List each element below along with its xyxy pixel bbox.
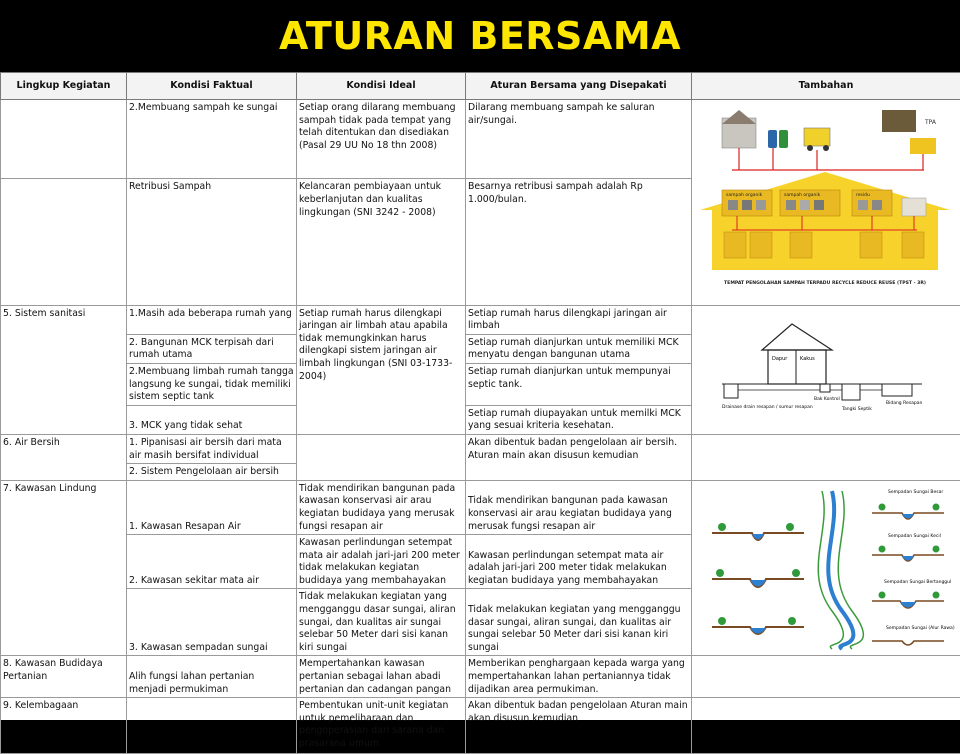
tpst-caption: TEMPAT PENGOLAHAN SAMPAH TERPADU RECYCLE REDUCE REUSE (TPST - 3R) [724,280,926,286]
photo-thumb [814,200,824,210]
cell-lingkup-empty [1,179,127,305]
header-lingkup: Lingkup Kegiatan [1,73,127,100]
photo-thumb [902,198,926,216]
page-title: ATURAN BERSAMA [279,14,681,58]
tree-icon [933,503,940,510]
header-faktual: Kondisi Faktual [127,73,297,100]
cell-faktual: 1. Kawasan Resapan Air [127,480,297,534]
resapan-pit [724,384,738,398]
cell-ideal-empty [297,434,466,480]
header-row [1,73,960,100]
tree-icon [718,523,726,531]
river-label: Sempadan Sungai (Alur Rawa) [886,625,955,631]
tpa-label: TPA [924,119,937,126]
cell-aturan: Tidak melakukan kegiatan yang mengganggu dasar sungai, aliran sungai, dan kualitas air sungai selebar 50 Meter dari sisi kanan kiri sungai [466,589,692,656]
cell-faktual: 2.Membuang limbah rumah tangga langsung ke sungai, tidak memiliki sistem septic tank [127,363,297,405]
rules-table [0,72,960,754]
photo-thumb [756,200,766,210]
river-label: Sempadan Sungai Bertanggul [884,579,951,585]
bidang-resapan [882,384,912,396]
cell-faktual: 1. Pipanisasi air bersih dari mata air masih bersifat individual [127,434,297,463]
cell-aturan: Akan dibentuk badan pengelolaan Aturan main akan disusun kemudian [466,698,692,754]
wheel-icon [807,145,813,151]
output-box [860,232,882,258]
river-bank [818,491,843,649]
tree-icon [879,503,886,510]
cell-ideal: Kawasan perlindungan setempat mata air adalah jari-jari 200 meter tidak melakukan kegiatan budidaya yang membahayakan [297,535,466,589]
cell-lingkup: 9. Kelembagaan [1,698,127,754]
table-row [1,305,960,334]
output-box [790,232,812,258]
photo-thumb [858,200,868,210]
cell-faktual: 3. Kawasan sempadan sungai [127,589,297,656]
cell-tambahan-empty [692,656,960,698]
table-row [1,480,960,534]
cell-faktual-empty [127,698,297,754]
cell-faktual: 1.Masih ada beberapa rumah yang [127,305,297,334]
cell-faktual: Retribusi Sampah [127,179,297,305]
title-bar [0,0,960,72]
table-row [1,698,960,754]
label-dapur: Dapur [772,356,788,362]
photo-thumb [786,200,796,210]
river-water [900,602,916,608]
cell-aturan: Setiap rumah dianjurkan untuk memiliki MCK menyatu dengan bangunan utama [466,334,692,363]
label-bidang-resapan: Bidang Resapan [886,400,922,406]
tree-icon [933,545,940,552]
cell-lingkup: 6. Air Bersih [1,434,127,480]
cell-aturan: Tidak mendirikan bangunan pada kawasan konservasi air arau kegiatan budidaya yang merusak fungsi resapan air [466,480,692,534]
river-water [752,534,764,540]
cell-faktual: 2. Kawasan sekitar mata air [127,535,297,589]
bin-icon [779,130,788,148]
truck-icon [910,138,936,154]
cell-faktual: Alih fungsi lahan pertanian menjadi permukiman [127,656,297,698]
house-roof-icon [762,324,832,350]
cell-ideal: Tidak mendirikan bangunan pada kawasan konservasi air arau kegiatan budidaya yang merusak fungsi resapan air [297,480,466,534]
river-label: Sempadan Sungai Besar [888,489,943,495]
output-box [724,232,746,258]
table-row [1,100,960,179]
cell-aturan: Setiap rumah dianjurkan untuk mempunyai septic tank. [466,363,692,405]
cell-faktual: 2.Membuang sampah ke sungai [127,100,297,179]
box-label: residu [856,192,870,198]
cell-aturan: Besarnya retribusi sampah adalah Rp 1.000/bulan. [466,179,692,305]
river-label: Sempadan Sungai Kecil [888,533,941,539]
cell-lingkup: 8. Kawasan Budidaya Pertanian [1,656,127,698]
cell-aturan: Kawasan perlindungan setempat mata air adalah jari-jari 200 meter tidak melakukan kegiatan budidaya yang membahayakan [466,535,692,589]
header-ideal: Kondisi Ideal [297,73,466,100]
septic-tank [842,384,860,400]
cell-waste-illustration [692,100,960,306]
cell-ideal: Kelancaran pembiayaan untuk keberlanjutan dan kualitas lingkungan (SNI 3242 - 2008) [297,179,466,305]
output-box [750,232,772,258]
cell-lingkup: 5. Sistem sanitasi [1,305,127,434]
tree-icon [879,545,886,552]
cell-ideal: Setiap orang dilarang membuang sampah tidak pada tempat yang telah ditentukan dan disediakan (Pasal 29 UU No 18 thn 2008) [297,100,466,179]
label-bak-kontrol: Bak Kontrol [814,396,840,402]
header-aturan: Aturan Bersama yang Disepakati [466,73,692,100]
cell-lingkup-empty [1,100,127,179]
bin-icon [768,130,777,148]
river-water [902,556,914,561]
river-section [872,641,944,645]
cell-aturan: Akan dibentuk badan pengelolaan air bersih. Aturan main akan disusun kemudian [466,434,692,480]
cell-tambahan-empty [692,698,960,754]
wheel-icon [823,145,829,151]
house-roof-icon [722,110,756,124]
cell-ideal: Mempertahankan kawasan pertanian sebagai lahan abadi pertanian dan cadangan pangan [297,656,466,698]
cell-sanitation-illustration [692,305,960,434]
cell-aturan: Setiap rumah diupayakan untuk memilki MCK yang sesuai kriteria kesehatan. [466,405,692,434]
river-water [750,580,766,587]
river-water [750,628,766,634]
cell-aturan: Dilarang membuang sampah ke saluran air/sungai. [466,100,692,179]
garbage-cart-icon [804,128,830,146]
river-water [902,514,914,519]
cell-ideal: Setiap rumah harus dilengkapi jaringan air limbah atau apabila tidak memungkinkan harus dilengkapi sistem jaringan air limbah lingkungan (SNI 03-1733-2004) [297,305,466,434]
waste-management-illustration [692,100,959,300]
cell-aturan: Memberikan penghargaan kepada warga yang mempertahankan lahan pertaniannya tidak dijadikan area permukiman. [466,656,692,698]
table-row [1,434,960,463]
cell-ideal: Pembentukan unit-unit kegiatan untuk pemeliharaan dan pengoperasian dari sarana dan prasarana umum [297,698,466,754]
tree-icon [879,591,886,598]
header-tambahan: Tambahan [692,73,960,100]
output-box [902,232,924,258]
tree-icon [718,617,726,625]
tree-icon [788,617,796,625]
box-label: sampah organik [784,192,821,198]
tree-icon [716,569,724,577]
sanitation-illustration [692,314,959,420]
cell-river-illustration [692,480,960,656]
cell-lingkup: 7. Kawasan Lindung [1,480,127,656]
river-buffer-illustration [692,481,959,651]
tree-icon [933,591,940,598]
cell-aturan: Setiap rumah harus dilengkapi jaringan air limbah [466,305,692,334]
cell-faktual: 2. Sistem Pengelolaan air bersih [127,464,297,481]
photo-thumb [742,200,752,210]
table-sheet [0,72,960,720]
flow-lines [732,148,924,170]
tree-icon [786,523,794,531]
table-row [1,656,960,698]
photo-thumb [800,200,810,210]
cell-faktual: 2. Bangunan MCK terpisah dari rumah utama [127,334,297,363]
cell-ideal: Tidak melakukan kegiatan yang mengganggu dasar sungai, aliran sungai, dan kualitas air sungai selebar 50 Meter dari sisi kanan kiri sungai [297,589,466,656]
tree-icon [792,569,800,577]
label-kakus: Kakus [800,356,815,362]
photo-thumb [872,200,882,210]
label-drainase: Drainase drain resapan / sumur resapan [722,404,813,410]
cell-faktual: 3. MCK yang tidak sehat [127,405,297,434]
bak-kontrol [820,384,830,392]
tpa-photo [882,110,916,132]
label-tangki-septik: Tangki Septik [841,406,872,412]
box-label: sampah organik [726,192,763,198]
cell-tambahan-empty [692,434,960,480]
photo-thumb [728,200,738,210]
